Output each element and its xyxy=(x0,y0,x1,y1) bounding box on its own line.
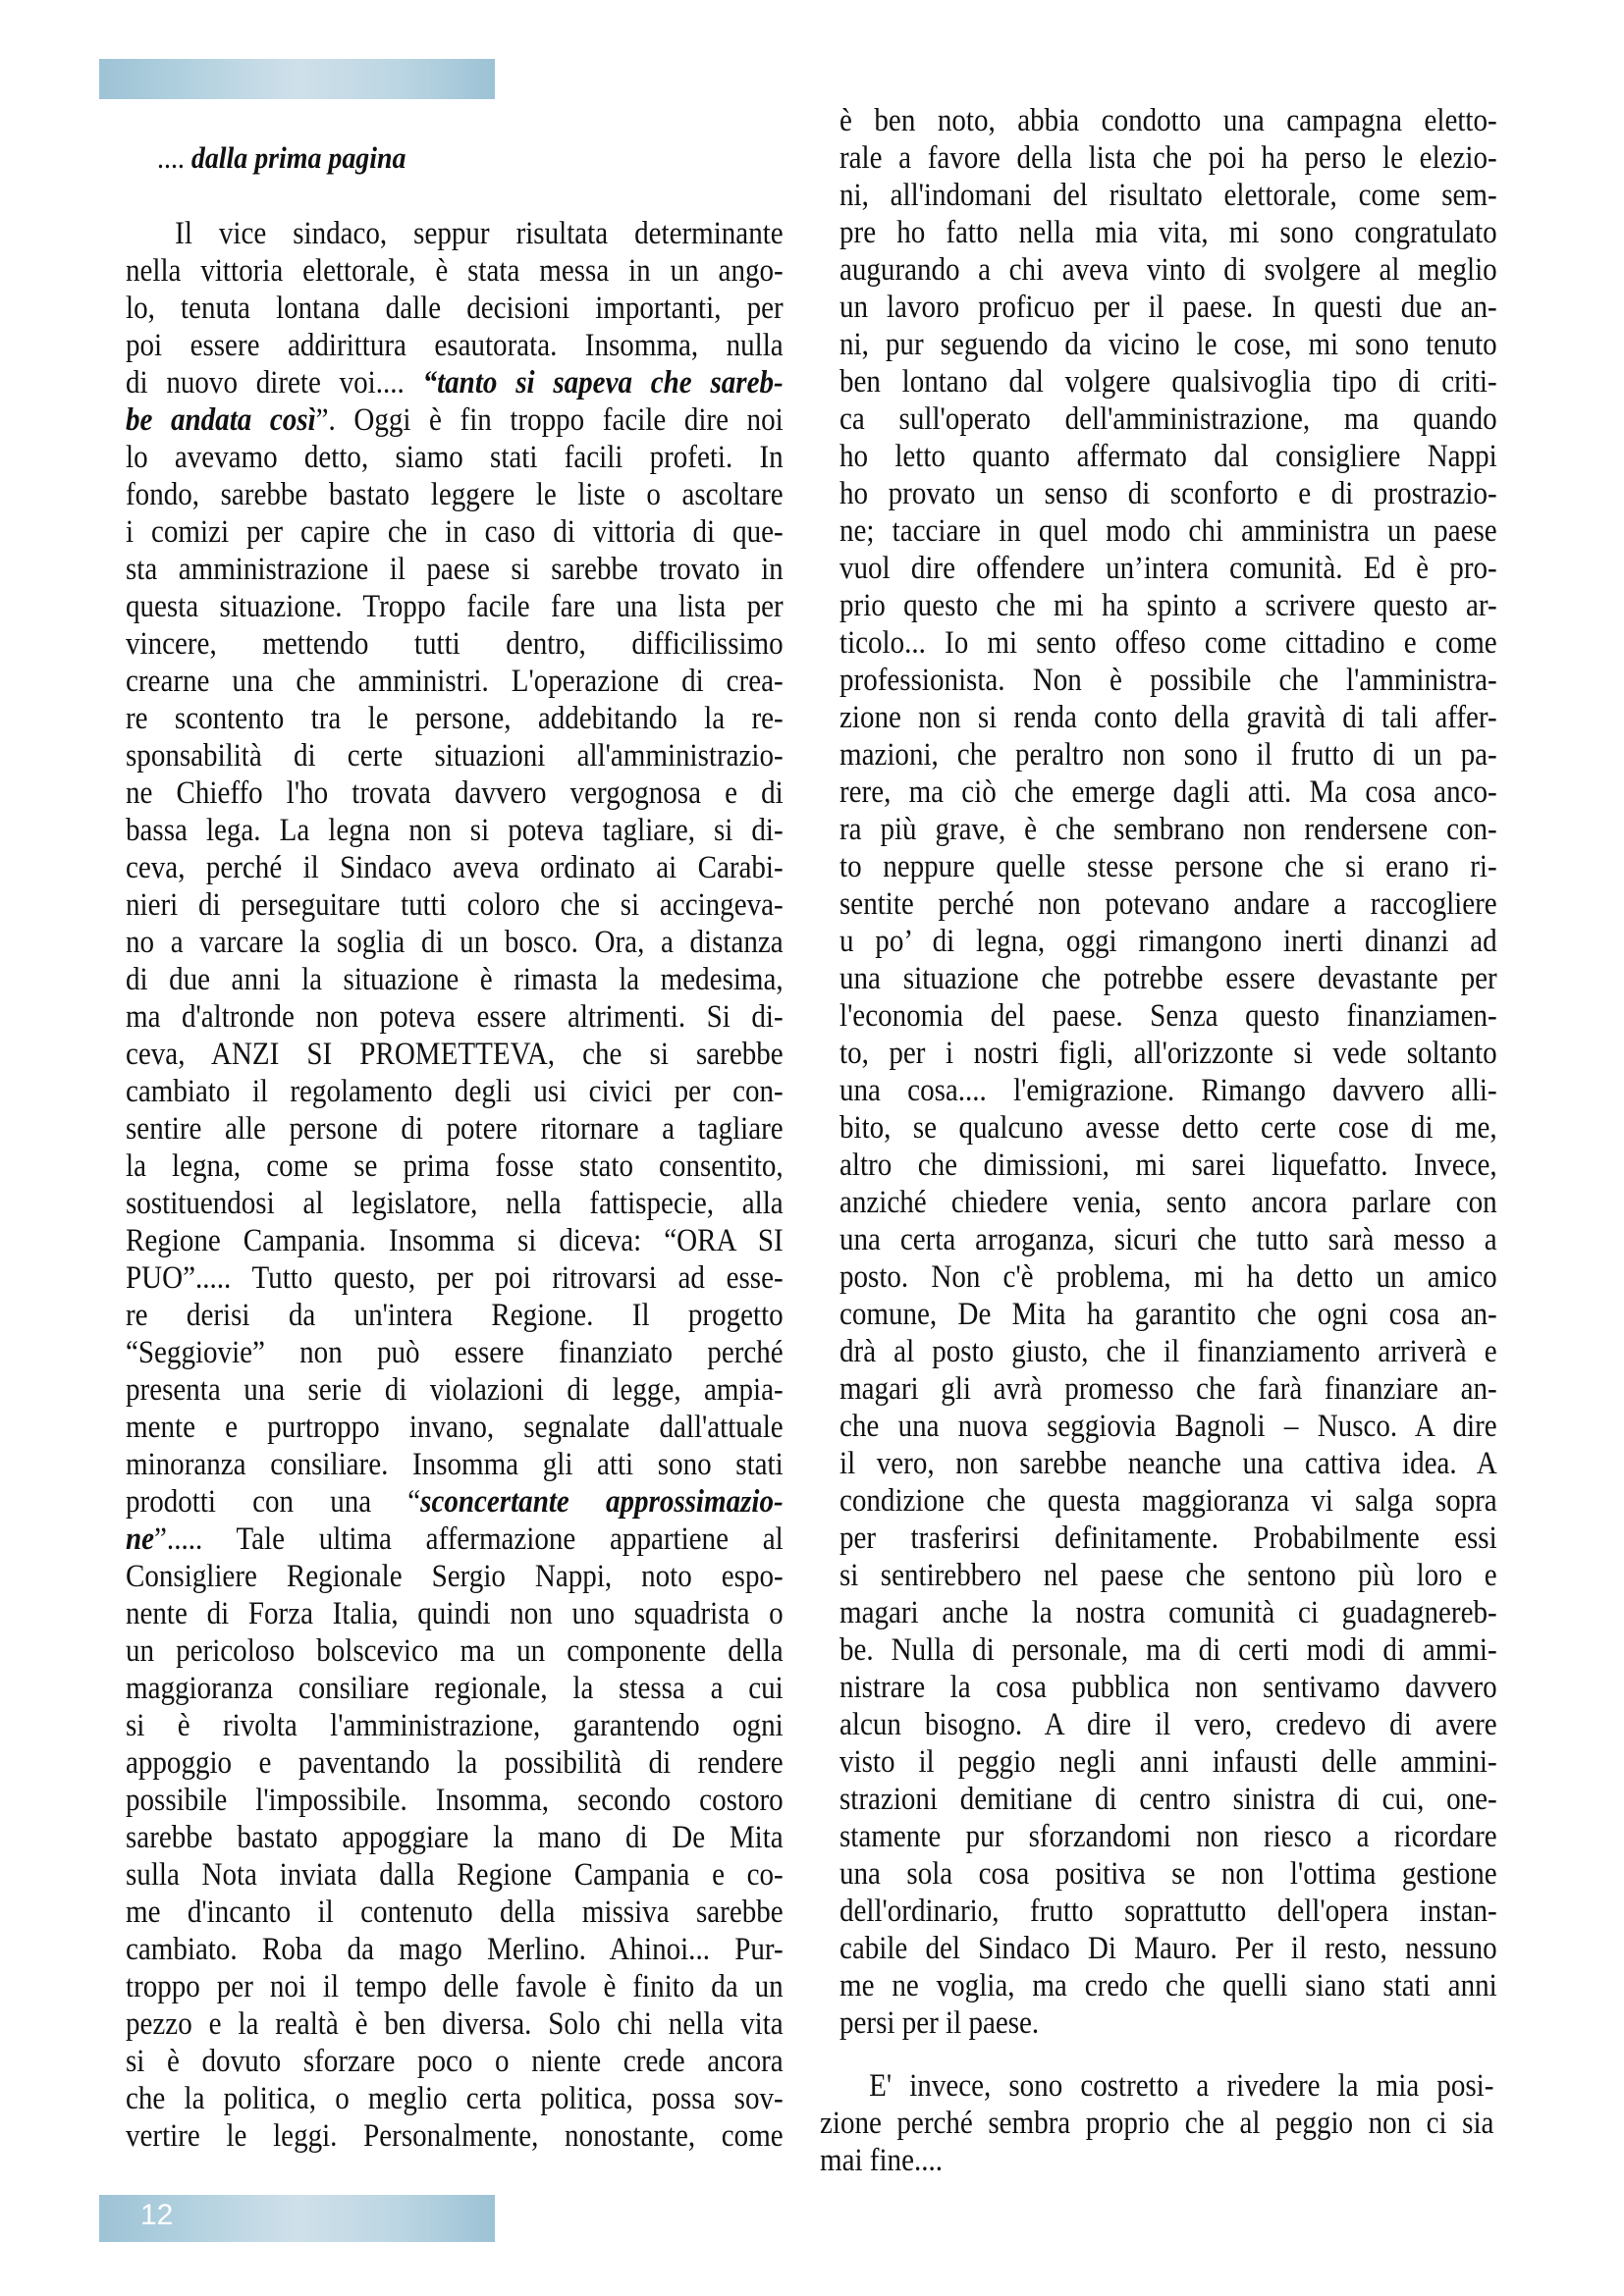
text-line xyxy=(126,1521,784,1558)
text-line xyxy=(839,363,1497,400)
line-text: una cosa.... l'emigrazione. Rimango davvero alli- xyxy=(839,1073,1497,1108)
text-line xyxy=(839,214,1497,251)
line-text: fondo, sarebbe bastato leggere le liste o ascoltare xyxy=(126,477,784,512)
text-line xyxy=(839,997,1497,1035)
text-line xyxy=(126,364,784,401)
emphasis-quote: be andata così xyxy=(126,402,316,438)
heading-title: dalla prima pagina xyxy=(190,140,406,175)
text-line xyxy=(839,550,1497,587)
text-line xyxy=(839,1184,1497,1221)
line-text: cambiato il regolamento degli usi civici per con- xyxy=(126,1074,784,1109)
line-text: persi per il paese. xyxy=(839,2005,1040,2041)
line-text: mazioni, che peraltro non sono il frutto di un pa- xyxy=(839,737,1497,773)
line-text: che una nuova seggiovia Bagnoli – Nusco. A dire xyxy=(839,1409,1497,1444)
line-text: si è rivolta l'amministrazione, garantendo ogni xyxy=(126,1708,784,1743)
header-decorative-band xyxy=(99,59,495,99)
text-line xyxy=(126,1894,784,1931)
line-text: una sola cosa positiva se non l'ottima gestione xyxy=(839,1856,1497,1892)
line-text: altro che dimissioni, mi sarei liquefatto. Invece, xyxy=(839,1148,1497,1183)
article-continuation-heading xyxy=(157,140,406,176)
line-text: “Seggiovie” non può essere finanziato perché xyxy=(126,1335,784,1370)
text-line xyxy=(126,1036,784,1073)
text-line xyxy=(126,1707,784,1744)
text-line xyxy=(839,1408,1497,1445)
heading-ellipsis: .... xyxy=(157,140,191,175)
line-text: vincere, mettendo tutti dentro, difficilissimo xyxy=(126,626,784,662)
text-line xyxy=(126,439,784,476)
line-text: nella vittoria elettorale, è stata messa in un ango- xyxy=(126,253,784,289)
line-text: questa situazione. Troppo facile fare una lista per xyxy=(126,589,784,624)
line-text: si sentirebbero nel paese che sentono più loro e xyxy=(839,1558,1497,1593)
text-line xyxy=(126,1483,784,1521)
text-line xyxy=(126,1819,784,1856)
line-text: professionista. Non è possibile che l'amministra- xyxy=(839,663,1497,698)
line-text: vertire le leggi. Personalmente, nonostante, come xyxy=(126,2118,784,2154)
line-text: zione perché sembra proprio che al peggio non ci sia xyxy=(820,2106,1494,2141)
line-text: me ne voglia, ma credo che quelli siano stati anni xyxy=(839,1968,1497,2003)
line-text: sostituendosi al legislatore, nella fattispecie, alla xyxy=(126,1186,784,1221)
text-line xyxy=(839,177,1497,214)
text-line xyxy=(126,1595,784,1632)
line-text: crearne una che amministri. L'operazione di crea- xyxy=(126,664,784,699)
text-line xyxy=(126,886,784,924)
line-text: nente di Forza Italia, quindi non uno squadrista o xyxy=(126,1596,784,1631)
line-text: sulla Nota inviata dalla Regione Campania e co- xyxy=(126,1857,784,1893)
line-text: bassa lega. La legna non si poteva tagliare, si di- xyxy=(126,813,784,848)
text-line xyxy=(839,1818,1497,1855)
text-line xyxy=(126,513,784,551)
line-text: ni, pur seguendo da vicino le cose, mi sono tenuto xyxy=(839,327,1497,362)
text-line xyxy=(839,774,1497,811)
text-line xyxy=(126,290,784,327)
text-line xyxy=(839,1333,1497,1370)
line-text: sentite perché non potevano andare a raccogliere xyxy=(839,886,1497,922)
text-line xyxy=(126,812,784,849)
text-line xyxy=(126,2043,784,2080)
text-line xyxy=(839,662,1497,699)
text-line xyxy=(839,102,1497,139)
line-text: nistrare la cosa pubblica non sentivamo davvero xyxy=(839,1670,1497,1705)
text-line xyxy=(126,1931,784,1968)
line-text: poi essere addirittura esautorata. Insomma, nulla xyxy=(126,328,784,363)
line-text: una certa arroganza, sicuri che tutto sarà messo a xyxy=(839,1222,1497,1257)
line-text: E' invece, sono costretto a rivedere la mia posi- xyxy=(869,2068,1494,2104)
text-line xyxy=(839,1967,1497,2004)
line-text: dell'ordinario, frutto soprattutto dell'opera instan- xyxy=(839,1894,1497,1929)
line-text: minoranza consiliare. Insomma gli atti sono stati xyxy=(126,1447,784,1482)
line-text: maggioranza consiliare regionale, la stessa a cui xyxy=(126,1671,784,1706)
line-text: cambiato. Roba da mago Merlino. Ahinoi... Pur- xyxy=(126,1932,784,1967)
emphasis-quote: ne xyxy=(126,1522,155,1557)
line-text: pezzo e la realtà è ben diversa. Solo chi nella vita xyxy=(126,2006,784,2042)
line-text: ”..... Tale ultima affermazione appartiene al xyxy=(154,1522,784,1557)
text-line xyxy=(839,1221,1497,1258)
line-text: lo, tenuta lontana dalle decisioni importanti, per xyxy=(126,291,784,326)
text-line xyxy=(839,1855,1497,1893)
text-line xyxy=(126,737,784,774)
line-text: magari anche la nostra comunità ci guadagnereb- xyxy=(839,1595,1497,1630)
text-line xyxy=(839,400,1497,438)
line-text: comune, De Mita ha garantito che ogni cosa an- xyxy=(839,1297,1497,1332)
text-line xyxy=(126,215,784,252)
line-text: sarebbe bastato appoggiare la mano di De Mita xyxy=(126,1820,784,1855)
text-line xyxy=(126,1185,784,1222)
text-line xyxy=(839,1743,1497,1781)
line-text: be. Nulla di personale, ma di certi modi di ammi- xyxy=(839,1632,1497,1668)
text-line xyxy=(126,1409,784,1446)
text-line xyxy=(126,327,784,364)
text-line xyxy=(126,1856,784,1894)
text-line xyxy=(839,512,1497,550)
text-line xyxy=(126,924,784,961)
line-text: magari gli avrà promesso che farà finanziare an- xyxy=(839,1371,1497,1407)
text-line xyxy=(839,1296,1497,1333)
text-line xyxy=(126,1110,784,1148)
footer-decorative-band xyxy=(99,2195,495,2242)
line-text: i comizi per capire che in caso di vittoria di que- xyxy=(126,514,784,550)
line-text: è ben noto, abbia condotto una campagna eletto- xyxy=(839,103,1497,138)
line-text: rale a favore della lista che poi ha perso le elezio- xyxy=(839,140,1497,176)
line-text: ca sull'operato dell'amministrazione, ma quando xyxy=(839,401,1497,437)
text-line xyxy=(820,2142,1493,2179)
line-text: Consigliere Regionale Sergio Nappi, noto espo- xyxy=(126,1559,784,1594)
line-text: ceva, perché il Sindaco aveva ordinato ai Carabi- xyxy=(126,850,784,885)
page-number: 12 xyxy=(140,2199,174,2231)
line-text: sentire alle persone di potere ritornare a tagliare xyxy=(126,1111,784,1147)
text-line xyxy=(126,401,784,439)
text-line xyxy=(839,475,1497,512)
text-line xyxy=(839,289,1497,326)
line-text: Regione Campania. Insomma si diceva: “ORA SI xyxy=(126,1223,784,1258)
line-text: il vero, non sarebbe neanche una cattiva idea. A xyxy=(839,1446,1497,1481)
text-line xyxy=(126,1632,784,1670)
text-line xyxy=(839,1669,1497,1706)
line-text: no a varcare la soglia di un bosco. Ora, a distanza xyxy=(126,925,784,960)
line-text: vuol dire offendere un’intera comunità. Ed è pro- xyxy=(839,551,1497,586)
line-text: possibile l'impossibile. Insomma, secondo costoro xyxy=(126,1783,784,1818)
text-line xyxy=(126,2117,784,2155)
text-line xyxy=(839,1930,1497,1967)
text-line xyxy=(839,1594,1497,1631)
text-line xyxy=(839,1781,1497,1818)
text-line xyxy=(839,1147,1497,1184)
text-line xyxy=(839,438,1497,475)
line-text: una situazione che potrebbe essere devastante per xyxy=(839,961,1497,996)
line-text: augurando a chi aveva vinto di svolgere al meglio xyxy=(839,252,1497,288)
line-text: strazioni demitiane di centro sinistra di cui, one- xyxy=(839,1782,1497,1817)
text-line xyxy=(839,1520,1497,1557)
line-text: condizione che questa maggioranza vi salga sopra xyxy=(839,1483,1497,1519)
line-text: per trasferirsi definitamente. Probabilmente essi xyxy=(839,1521,1497,1556)
line-text: cabile del Sindaco Di Mauro. Per il resto, nessuno xyxy=(839,1931,1497,1966)
closing-paragraph xyxy=(820,2067,1493,2179)
line-text: mente e purtroppo invano, segnalate dall'attuale xyxy=(126,1410,784,1445)
text-line xyxy=(126,1782,784,1819)
line-text: re scontento tra le persone, addebitando la re- xyxy=(126,701,784,736)
text-line xyxy=(126,588,784,625)
line-text: si è dovuto sforzare poco o niente crede ancora xyxy=(126,2044,784,2079)
text-line xyxy=(126,1968,784,2005)
line-text: prio questo che mi ha spinto a scrivere questo ar- xyxy=(839,588,1497,623)
line-text: u po’ di legna, oggi rimangono inerti dinanzi ad xyxy=(839,924,1497,959)
text-line xyxy=(839,624,1497,662)
line-text: ceva, ANZI SI PROMETTEVA, che si sarebbe xyxy=(126,1037,784,1072)
text-line xyxy=(126,1371,784,1409)
line-text: che la politica, o meglio certa politica, possa sov- xyxy=(126,2081,784,2116)
text-line xyxy=(839,960,1497,997)
text-line xyxy=(839,736,1497,774)
line-text: lo avevamo detto, siamo stati facili profeti. In xyxy=(126,440,784,475)
line-text: Il vice sindaco, seppur risultata determinante xyxy=(175,216,784,251)
line-text: me d'incanto il contenuto della missiva sarebbe xyxy=(126,1895,784,1930)
text-line xyxy=(839,1109,1497,1147)
line-text: un pericoloso bolscevico ma un componente della xyxy=(126,1633,784,1669)
line-text: un lavoro proficuo per il paese. In questi due an- xyxy=(839,290,1497,325)
line-text: troppo per noi il tempo delle favole è finito da un xyxy=(126,1969,784,2004)
text-line xyxy=(839,699,1497,736)
text-line xyxy=(839,923,1497,960)
text-line xyxy=(126,252,784,290)
text-line xyxy=(820,2067,1493,2105)
line-text: di nuovo direte voi.... xyxy=(126,365,423,400)
text-line xyxy=(126,1222,784,1259)
line-text: visto il peggio negli anni infausti delle ammini- xyxy=(839,1744,1497,1780)
text-line xyxy=(126,1744,784,1782)
line-text: ticolo... Io mi sento offeso come cittadino e come xyxy=(839,625,1497,661)
line-text: la legna, come se prima fosse stato consentito, xyxy=(126,1148,784,1184)
line-text: ni, all'indomani del risultato elettorale, come sem- xyxy=(839,178,1497,213)
text-line xyxy=(839,2004,1497,2042)
text-line xyxy=(126,1148,784,1185)
line-text: alcun bisogno. A dire il vero, credevo di avere xyxy=(839,1707,1497,1742)
text-line xyxy=(839,1370,1497,1408)
line-text: rere, ma ciò che emerge dagli atti. Ma cosa anco- xyxy=(839,774,1497,810)
text-line xyxy=(839,326,1497,363)
line-text: sta amministrazione il paese si sarebbe trovato in xyxy=(126,552,784,587)
text-line xyxy=(126,476,784,513)
line-text: prodotti con una “ xyxy=(126,1484,421,1520)
line-text: re derisi da un'intera Regione. Il progetto xyxy=(126,1298,784,1333)
emphasis-quote: sconcertante approssimazio- xyxy=(420,1484,784,1520)
text-line xyxy=(839,1893,1497,1930)
text-line xyxy=(126,1334,784,1371)
text-line xyxy=(839,1035,1497,1072)
text-line xyxy=(126,1073,784,1110)
line-text: pre ho fatto nella mia vita, mi sono congratulato xyxy=(839,215,1497,250)
line-text: ho letto quanto affermato dal consigliere Nappi xyxy=(839,439,1497,474)
text-line xyxy=(839,139,1497,177)
text-line xyxy=(126,1446,784,1483)
line-text: ho provato un senso di sconforto e di prostrazio- xyxy=(839,476,1497,511)
right-column-text xyxy=(839,102,1497,2042)
line-text: drà al posto giusto, che il finanziamento arriverà e xyxy=(839,1334,1497,1369)
text-line xyxy=(839,1072,1497,1109)
line-text: ma d'altronde non poteva essere altrimenti. Si di- xyxy=(126,999,784,1035)
text-line xyxy=(839,251,1497,289)
text-line xyxy=(126,2005,784,2043)
line-text: appoggio e paventando la possibilità di rendere xyxy=(126,1745,784,1781)
text-line xyxy=(839,1631,1497,1669)
text-line xyxy=(820,2105,1493,2142)
line-text: to, per i nostri figli, all'orizzonte si vede soltanto xyxy=(839,1036,1497,1071)
text-line xyxy=(126,1259,784,1297)
line-text: ne Chieffo l'ho trovata davvero vergognosa e di xyxy=(126,775,784,811)
line-text: di due anni la situazione è rimasta la medesima, xyxy=(126,962,784,997)
text-line xyxy=(839,1482,1497,1520)
text-line xyxy=(839,885,1497,923)
emphasis-quote: “tanto si sapeva che sareb- xyxy=(422,365,784,400)
line-text: ben lontano dal volgere qualsivoglia tipo di criti- xyxy=(839,364,1497,400)
line-text: anziché chiedere venia, sento ancora parlare con xyxy=(839,1185,1497,1220)
text-line xyxy=(126,1670,784,1707)
text-line xyxy=(839,1706,1497,1743)
line-text: l'economia del paese. Senza questo finanziamen- xyxy=(839,998,1497,1034)
line-text: stamente pur sforzandomi non riesco a ricordare xyxy=(839,1819,1497,1854)
text-line xyxy=(839,1258,1497,1296)
text-line xyxy=(126,1558,784,1595)
text-line xyxy=(126,774,784,812)
text-line xyxy=(126,2080,784,2117)
text-line xyxy=(839,848,1497,885)
text-line xyxy=(126,551,784,588)
text-line xyxy=(126,961,784,998)
text-line xyxy=(839,1557,1497,1594)
line-text: nieri di perseguitare tutti coloro che si accingeva- xyxy=(126,887,784,923)
line-text: PUO”..... Tutto questo, per poi ritrovarsi ad esse- xyxy=(126,1260,784,1296)
text-line xyxy=(839,587,1497,624)
line-text: presenta una serie di violazioni di legge, ampia- xyxy=(126,1372,784,1408)
line-text: posto. Non c'è problema, mi ha detto un amico xyxy=(839,1259,1497,1295)
line-text: ”. Oggi è fin troppo facile dire noi xyxy=(315,402,784,438)
text-line xyxy=(839,811,1497,848)
text-line xyxy=(126,1297,784,1334)
line-text: bito, se qualcuno avesse detto certe cose di me, xyxy=(839,1110,1497,1146)
left-column-text xyxy=(126,215,784,2155)
text-line xyxy=(126,849,784,886)
text-line xyxy=(126,663,784,700)
line-text: ne; tacciare in quel modo chi amministra un paese xyxy=(839,513,1497,549)
line-text: ra più grave, è che sembrano non rendersene con- xyxy=(839,812,1497,847)
line-text: mai fine.... xyxy=(820,2143,944,2178)
line-text: to neppure quelle stesse persone che si erano ri- xyxy=(839,849,1497,884)
text-line xyxy=(126,700,784,737)
line-text: zione non si renda conto della gravità di tali affer- xyxy=(839,700,1497,735)
text-line xyxy=(839,1445,1497,1482)
text-line xyxy=(126,998,784,1036)
text-line xyxy=(126,625,784,663)
line-text: sponsabilità di certe situazioni all'amministrazio- xyxy=(126,738,784,774)
